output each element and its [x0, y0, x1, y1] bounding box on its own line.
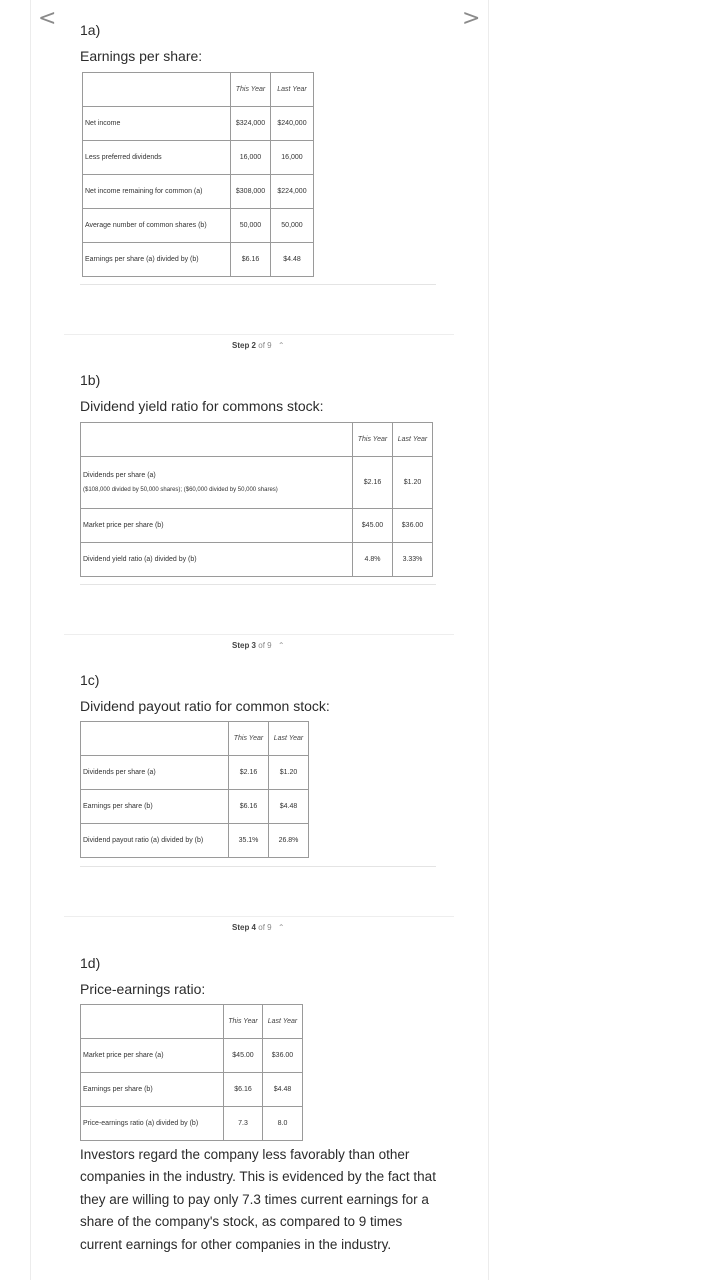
row-label: Price-earnings ratio (a) divided by (b) [81, 1107, 224, 1141]
this-year-value: 7.3 [224, 1107, 263, 1141]
part-label-1c: 1c) [80, 672, 100, 688]
row-label: Earnings per share (b) [81, 1073, 224, 1107]
table-row [83, 107, 314, 141]
this-year-value: $2.16 [353, 457, 393, 509]
row-label: Average number of common shares (b) [83, 209, 231, 243]
header-this-year: This Year [231, 73, 271, 107]
section-title-price-earnings: Price-earnings ratio: [80, 981, 206, 997]
section-divider [80, 866, 436, 867]
step-number: Step 3 [232, 641, 257, 650]
table-row [81, 790, 309, 824]
row-label: Market price per share (b) [81, 509, 353, 543]
table-row [81, 509, 433, 543]
chevron-up-icon: ⌃ [277, 641, 285, 650]
table-corner-cell [81, 722, 229, 756]
step-3-toggle[interactable] [232, 641, 285, 650]
step-total: of 9 [258, 341, 272, 350]
last-year-value: 50,000 [271, 209, 314, 243]
last-year-value: $224,000 [271, 175, 314, 209]
step-panel-edge [64, 334, 454, 335]
chevron-up-icon: ⌃ [277, 923, 285, 932]
table-row [83, 141, 314, 175]
price-earnings-table [80, 1004, 303, 1141]
table-row [81, 543, 433, 577]
section-divider [80, 284, 436, 285]
row-label: Earnings per share (a) divided by (b) [83, 243, 231, 277]
earnings-per-share-table [82, 72, 314, 277]
part-label-1a: 1a) [80, 22, 101, 38]
this-year-value: $45.00 [353, 509, 393, 543]
row-label: Dividends per share (a) [83, 471, 156, 479]
next-arrow-icon[interactable]: > [462, 6, 481, 31]
row-label-cell [81, 457, 353, 509]
last-year-value: 16,000 [271, 141, 314, 175]
previous-arrow-icon[interactable]: < [38, 6, 57, 31]
part-label-1b: 1b) [80, 372, 101, 388]
this-year-value: $6.16 [224, 1073, 263, 1107]
header-last-year: Last Year [269, 722, 309, 756]
row-sub-label: ($108,000 divided by 50,000 shares); ($60,000 divided by 50,000 shares) [83, 486, 278, 493]
table-row [83, 175, 314, 209]
table-header-row [81, 1005, 303, 1039]
this-year-value: 35.1% [229, 824, 269, 858]
this-year-value: 50,000 [231, 209, 271, 243]
row-label: Dividend yield ratio (a) divided by (b) [81, 543, 353, 577]
step-2-toggle[interactable] [232, 341, 285, 350]
table-corner-cell [81, 423, 353, 457]
table-header-row [83, 73, 314, 107]
step-number: Step 2 [232, 341, 257, 350]
last-year-value: $4.48 [269, 790, 309, 824]
this-year-value: $6.16 [231, 243, 271, 277]
last-year-value: $4.48 [263, 1073, 303, 1107]
table-row [81, 756, 309, 790]
this-year-value: $6.16 [229, 790, 269, 824]
table-header-row [81, 722, 309, 756]
last-year-value: 8.0 [263, 1107, 303, 1141]
this-year-value: $2.16 [229, 756, 269, 790]
table-corner-cell [83, 73, 231, 107]
table-row [81, 1039, 303, 1073]
table-row [81, 1107, 303, 1141]
last-year-value: $36.00 [263, 1039, 303, 1073]
table-row [83, 209, 314, 243]
this-year-value: 4.8% [353, 543, 393, 577]
last-year-value: 3.33% [393, 543, 433, 577]
table-row [81, 824, 309, 858]
this-year-value: 16,000 [231, 141, 271, 175]
row-label: Earnings per share (b) [81, 790, 229, 824]
row-label: Dividend payout ratio (a) divided by (b) [81, 824, 229, 858]
last-year-value: $240,000 [271, 107, 314, 141]
step-total: of 9 [258, 641, 272, 650]
row-label: Net income remaining for common (a) [83, 175, 231, 209]
content-left-border [30, 0, 31, 1280]
part-label-1d: 1d) [80, 955, 101, 971]
row-label: Net income [83, 107, 231, 141]
last-year-value: $36.00 [393, 509, 433, 543]
conclusion-text: Investors regard the company less favorably than other companies in the industry. This is evidenced by the fact that they are willing to pay only 7.3 times current earnings for a share of the company's stock, as compared to 9 times current earnings for other companies in the industry. [80, 1147, 436, 1252]
step-total: of 9 [258, 923, 272, 932]
step-number: Step 4 [232, 923, 257, 932]
step-panel-edge [64, 916, 454, 917]
header-last-year: Last Year [393, 423, 433, 457]
table-corner-cell [81, 1005, 224, 1039]
dividend-payout-table [80, 721, 309, 858]
chevron-up-icon: ⌃ [277, 341, 285, 350]
row-label: Less preferred dividends [83, 141, 231, 175]
section-divider [80, 584, 436, 585]
step-panel-edge [64, 634, 454, 635]
row-label: Dividends per share (a) [81, 756, 229, 790]
table-row [81, 1073, 303, 1107]
table-header-row [81, 423, 433, 457]
table-row [83, 243, 314, 277]
content-right-border [488, 0, 489, 1280]
last-year-value: 26.8% [269, 824, 309, 858]
last-year-value: $1.20 [393, 457, 433, 509]
this-year-value: $308,000 [231, 175, 271, 209]
section-title-earnings-per-share: Earnings per share: [80, 48, 203, 64]
dividend-yield-table [80, 422, 433, 577]
header-last-year: Last Year [271, 73, 314, 107]
header-this-year: This Year [224, 1005, 263, 1039]
section-title-dividend-payout: Dividend payout ratio for common stock: [80, 698, 330, 714]
section-title-dividend-yield: Dividend yield ratio for commons stock: [80, 398, 324, 414]
header-last-year: Last Year [263, 1005, 303, 1039]
row-label: Market price per share (a) [81, 1039, 224, 1073]
this-year-value: $45.00 [224, 1039, 263, 1073]
last-year-value: $4.48 [271, 243, 314, 277]
this-year-value: $324,000 [231, 107, 271, 141]
header-this-year: This Year [229, 722, 269, 756]
step-4-toggle[interactable] [232, 923, 285, 932]
table-row [81, 457, 433, 509]
last-year-value: $1.20 [269, 756, 309, 790]
header-this-year: This Year [353, 423, 393, 457]
